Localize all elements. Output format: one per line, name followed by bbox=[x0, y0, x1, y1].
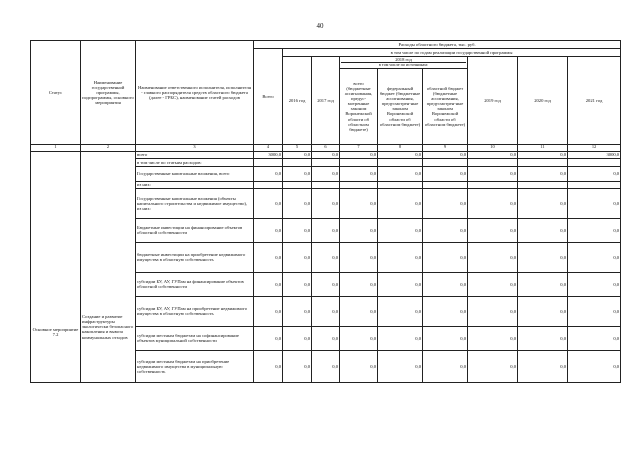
expense-item-label: субсидии БУ, АУ, ГУПам на приобретение недвижимого имущества в областную собственность bbox=[136, 296, 254, 326]
header-2021: 2021 год bbox=[568, 57, 621, 145]
value-cell: 0,0 bbox=[468, 326, 518, 350]
value-cell: 0,0 bbox=[254, 218, 283, 242]
column-number: 2 bbox=[81, 144, 136, 151]
value-cell bbox=[568, 181, 621, 188]
header-expenses: Расходы областного бюджета, тыс. руб. bbox=[254, 41, 621, 49]
status-cell: Основное мероприятие 7.2 bbox=[31, 151, 81, 382]
value-cell: 0,0 bbox=[423, 166, 468, 181]
value-cell: 0,0 bbox=[518, 242, 568, 272]
column-number: 5 bbox=[283, 144, 312, 151]
value-cell: 0,0 bbox=[423, 188, 468, 218]
value-cell bbox=[378, 181, 423, 188]
value-cell: 0,0 bbox=[378, 188, 423, 218]
value-cell: 0,0 bbox=[423, 326, 468, 350]
header-src-regional: областной бюджет (бюджетные ассигнования, предусмотрен-ные законом Воронежской области об областном бюджете) bbox=[423, 68, 468, 144]
value-cell: 0,0 bbox=[568, 218, 621, 242]
expense-item-label: всего bbox=[136, 151, 254, 158]
column-number: 12 bbox=[568, 144, 621, 151]
header-2017: 2017 год bbox=[312, 57, 340, 145]
value-cell: 0,0 bbox=[378, 166, 423, 181]
value-cell: 0,0 bbox=[568, 350, 621, 382]
value-cell bbox=[518, 181, 568, 188]
value-cell: 0,0 bbox=[568, 296, 621, 326]
budget-table bbox=[30, 40, 621, 383]
column-number: 1 bbox=[31, 144, 81, 151]
value-cell: 0,0 bbox=[340, 218, 378, 242]
value-cell: 0,0 bbox=[254, 188, 283, 218]
value-cell: 0,0 bbox=[254, 242, 283, 272]
value-cell: 0,0 bbox=[423, 242, 468, 272]
value-cell bbox=[518, 158, 568, 166]
value-cell: 0,0 bbox=[312, 272, 340, 296]
value-cell: 0,0 bbox=[518, 166, 568, 181]
value-cell: 0,0 bbox=[312, 326, 340, 350]
value-cell: 0,0 bbox=[312, 242, 340, 272]
value-cell: 0,0 bbox=[518, 188, 568, 218]
value-cell bbox=[312, 181, 340, 188]
value-cell: 0,0 bbox=[518, 296, 568, 326]
value-cell: 0,0 bbox=[378, 218, 423, 242]
column-number: 3 bbox=[136, 144, 254, 151]
column-number: 10 bbox=[468, 144, 518, 151]
value-cell: 0,0 bbox=[340, 350, 378, 382]
value-cell: 0,0 bbox=[254, 272, 283, 296]
value-cell: 0,0 bbox=[518, 151, 568, 158]
value-cell: 0,0 bbox=[423, 218, 468, 242]
header-by-sources: в том числе по источникам: bbox=[341, 62, 466, 68]
value-cell: 0,0 bbox=[340, 188, 378, 218]
header-2020: 2020 год bbox=[518, 57, 568, 145]
expense-item-label: Государственные капитальные вложения, всего bbox=[136, 166, 254, 181]
value-cell: 0,0 bbox=[423, 350, 468, 382]
value-cell: 0,0 bbox=[468, 242, 518, 272]
value-cell bbox=[254, 158, 283, 166]
value-cell: 0,0 bbox=[312, 296, 340, 326]
value-cell: 0,0 bbox=[518, 272, 568, 296]
value-cell bbox=[312, 158, 340, 166]
column-number: 6 bbox=[312, 144, 340, 151]
value-cell: 0,0 bbox=[423, 272, 468, 296]
value-cell bbox=[254, 181, 283, 188]
value-cell: 0,0 bbox=[283, 272, 312, 296]
value-cell: 0,0 bbox=[568, 326, 621, 350]
expense-item-label: бюджетные инвестиции на приобретение недвижимого имущества в областную собственность bbox=[136, 242, 254, 272]
header-program: Наименование государственной программы, подпрограммы, основного мероприятия bbox=[81, 41, 136, 145]
value-cell: 0,0 bbox=[468, 188, 518, 218]
value-cell: 0,0 bbox=[468, 272, 518, 296]
value-cell bbox=[423, 158, 468, 166]
column-number: 9 bbox=[423, 144, 468, 151]
value-cell: 3000,0 bbox=[568, 151, 621, 158]
value-cell: 0,0 bbox=[423, 296, 468, 326]
value-cell bbox=[568, 158, 621, 166]
value-cell: 0,0 bbox=[378, 296, 423, 326]
value-cell: 0,0 bbox=[378, 272, 423, 296]
column-number: 7 bbox=[340, 144, 378, 151]
value-cell: 0,0 bbox=[283, 326, 312, 350]
expense-item-label: в том числе по статьям расходов: bbox=[136, 158, 254, 166]
value-cell: 3000,0 bbox=[254, 151, 283, 158]
value-cell bbox=[283, 181, 312, 188]
value-cell bbox=[340, 181, 378, 188]
value-cell: 0,0 bbox=[283, 151, 312, 158]
header-status: Статус bbox=[31, 41, 81, 145]
header-executor: Наименование ответственного исполнителя, исполнителя - главного распорядителя средств областного бюджета (далее - ГРБС), наименование статей расходов bbox=[136, 41, 254, 145]
column-number: 8 bbox=[378, 144, 423, 151]
value-cell: 0,0 bbox=[468, 350, 518, 382]
value-cell: 0,0 bbox=[340, 326, 378, 350]
column-number: 4 bbox=[254, 144, 283, 151]
value-cell: 0,0 bbox=[254, 166, 283, 181]
expense-item-label: из них: bbox=[136, 181, 254, 188]
value-cell: 0,0 bbox=[283, 242, 312, 272]
value-cell: 0,0 bbox=[468, 296, 518, 326]
value-cell: 0,0 bbox=[423, 151, 468, 158]
value-cell: 0,0 bbox=[468, 218, 518, 242]
program-cell: Создание и развитие инфраструктуры экологически безопасного накопления и вывоза коммунальных отходов bbox=[81, 151, 136, 382]
expense-item-label: субсидии местным бюджетам на софинансирование объектов муниципальной собственности bbox=[136, 326, 254, 350]
value-cell: 0,0 bbox=[283, 350, 312, 382]
expense-item-label: Бюджетные инвестиции на финансирование объектов областной собственности bbox=[136, 218, 254, 242]
value-cell bbox=[468, 158, 518, 166]
header-2018: 2018 год bbox=[395, 57, 412, 62]
value-cell bbox=[283, 158, 312, 166]
value-cell: 0,0 bbox=[340, 296, 378, 326]
header-total: Всего bbox=[254, 49, 283, 145]
value-cell: 0,0 bbox=[378, 350, 423, 382]
header-2016: 2016 год bbox=[283, 57, 312, 145]
value-cell: 0,0 bbox=[340, 272, 378, 296]
header-by-years: в том числе по годам реализации государственной программы bbox=[283, 49, 621, 57]
value-cell: 0,0 bbox=[254, 350, 283, 382]
value-cell bbox=[423, 181, 468, 188]
value-cell bbox=[378, 158, 423, 166]
value-cell: 0,0 bbox=[518, 218, 568, 242]
value-cell: 0,0 bbox=[468, 151, 518, 158]
value-cell: 0,0 bbox=[568, 188, 621, 218]
expense-item-label: субсидии БУ, АУ, ГУПам на финансирование объектов областной собственности bbox=[136, 272, 254, 296]
value-cell: 0,0 bbox=[518, 350, 568, 382]
page-number: 40 bbox=[316, 22, 324, 30]
value-cell: 0,0 bbox=[312, 188, 340, 218]
value-cell: 0,0 bbox=[283, 188, 312, 218]
value-cell: 0,0 bbox=[254, 326, 283, 350]
expense-item-label: Государственные капитальные вложения (объекты капитального строительства и недвижимое имущество), из них: bbox=[136, 188, 254, 218]
header-2019: 2019 год bbox=[468, 57, 518, 145]
header-src-all: всего (бюджетные ассигнования, предус-мотренные законом Воронежской области об областном бюджете) bbox=[340, 68, 378, 144]
value-cell: 0,0 bbox=[312, 350, 340, 382]
header-src-federal: федеральный бюджет (бюджетные ассигнования, предусмотрен-ные законом Воронежской области об областном бюджете) bbox=[378, 68, 423, 144]
expense-item-label: субсидии местным бюджетам на приобретение недвижимого имущества в муниципальную собственность bbox=[136, 350, 254, 382]
value-cell: 0,0 bbox=[283, 218, 312, 242]
value-cell: 0,0 bbox=[568, 272, 621, 296]
value-cell: 0,0 bbox=[340, 151, 378, 158]
value-cell: 0,0 bbox=[568, 242, 621, 272]
value-cell: 0,0 bbox=[468, 166, 518, 181]
column-number: 11 bbox=[518, 144, 568, 151]
value-cell: 0,0 bbox=[283, 296, 312, 326]
value-cell: 0,0 bbox=[283, 166, 312, 181]
value-cell: 0,0 bbox=[340, 166, 378, 181]
column-number-row bbox=[31, 144, 621, 151]
value-cell bbox=[468, 181, 518, 188]
value-cell: 0,0 bbox=[378, 326, 423, 350]
value-cell bbox=[340, 158, 378, 166]
value-cell: 0,0 bbox=[518, 326, 568, 350]
value-cell: 0,0 bbox=[378, 242, 423, 272]
value-cell: 0,0 bbox=[568, 166, 621, 181]
value-cell: 0,0 bbox=[254, 296, 283, 326]
value-cell: 0,0 bbox=[340, 242, 378, 272]
value-cell: 0,0 bbox=[312, 151, 340, 158]
value-cell: 0,0 bbox=[312, 166, 340, 181]
table-row bbox=[31, 151, 621, 158]
value-cell: 0,0 bbox=[378, 151, 423, 158]
value-cell: 0,0 bbox=[312, 218, 340, 242]
